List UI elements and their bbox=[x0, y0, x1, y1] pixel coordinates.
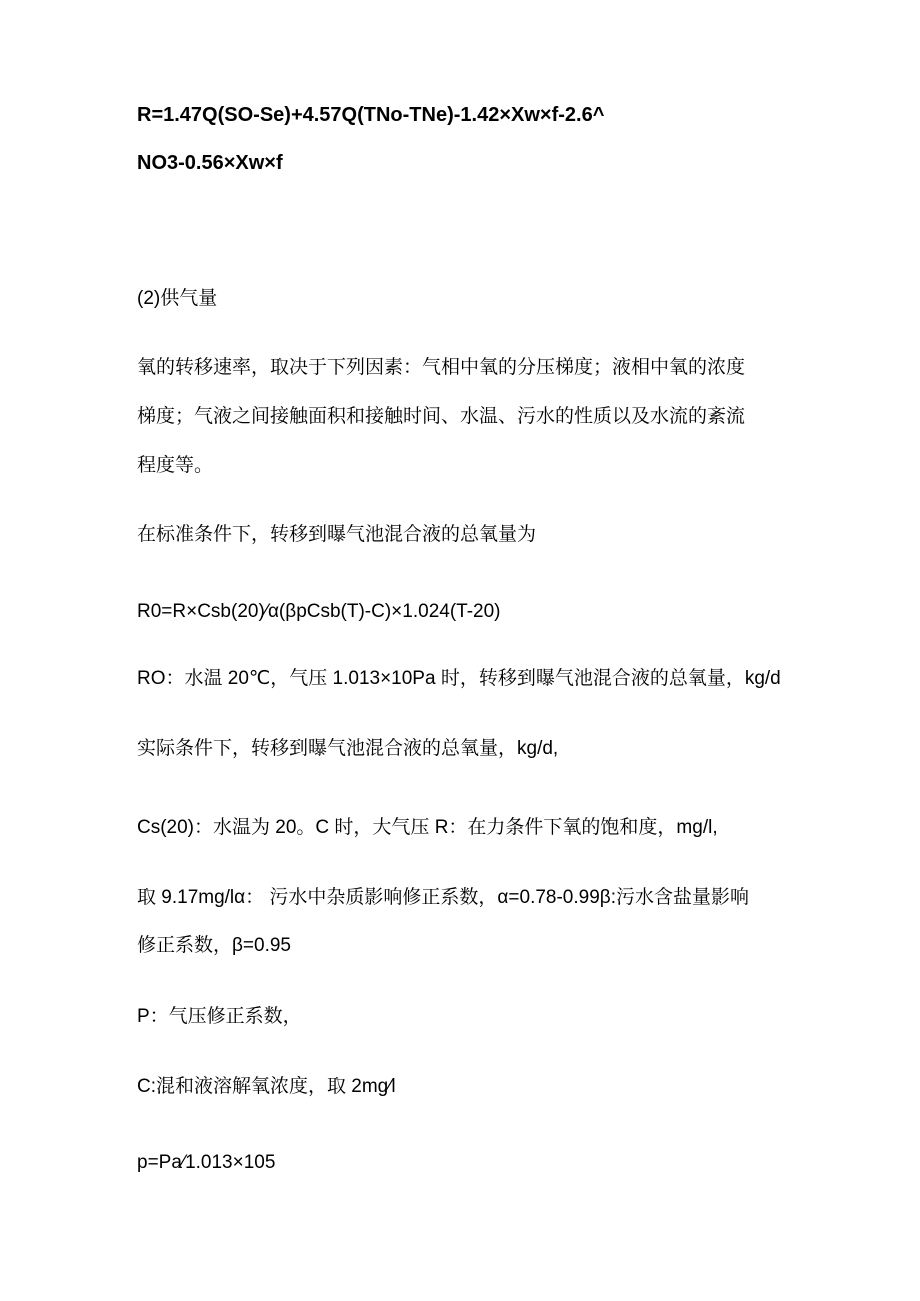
paragraph-oxygen-transfer-line-1: 氧的转移速率，取决于下列因素：气相中氧的分压梯度；液相中氧的浓度 bbox=[137, 357, 746, 378]
definition-cs20: Cs(20)：水温为 20。C 时，大气压 R：在力条件下氧的饱和度，mg/l, bbox=[137, 817, 718, 838]
definition-r0: RO：水温 20℃，气压 1.013×10Pa 时，转移到曝气池混合液的总氧量，kg/d bbox=[137, 668, 781, 689]
paragraph-oxygen-transfer-line-2: 梯度；气液之间接触面积和接触时间、水温、污水的性质以及水流的紊流 bbox=[137, 406, 746, 427]
definition-p: P：气压修正系数， bbox=[137, 1006, 302, 1027]
formula-p: p=Pa⁄1.013×105 bbox=[137, 1152, 276, 1173]
formula-r-line-1: R=1.47Q(SO-Se)+4.57Q(TNo-TNe)-1.42×Xw×f-2.6^ bbox=[137, 104, 605, 126]
formula-r0: R0=R×Csb(20)⁄α(βpCsb(T)-C)×1.024(T-20) bbox=[137, 601, 501, 622]
definition-c: C:混和液溶解氧浓度，取 2mg⁄l bbox=[137, 1076, 396, 1097]
definition-alpha-line-1: 取 9.17mg/lα： 污水中杂质影响修正系数，α=0.78-0.99β:污水含盐量影响 bbox=[137, 887, 749, 908]
definition-alpha-line-2: 修正系数，β=0.95 bbox=[137, 935, 292, 956]
paragraph-oxygen-transfer-line-3: 程度等。 bbox=[137, 455, 214, 476]
section-heading: (2)供气量 bbox=[137, 288, 218, 309]
formula-r-line-2: NO3-0.56×Xw×f bbox=[137, 152, 283, 174]
paragraph-standard-conditions: 在标准条件下，转移到曝气池混合液的总氧量为 bbox=[137, 524, 537, 545]
definition-actual-conditions: 实际条件下，转移到曝气池混合液的总氧量，kg/d, bbox=[137, 738, 559, 759]
